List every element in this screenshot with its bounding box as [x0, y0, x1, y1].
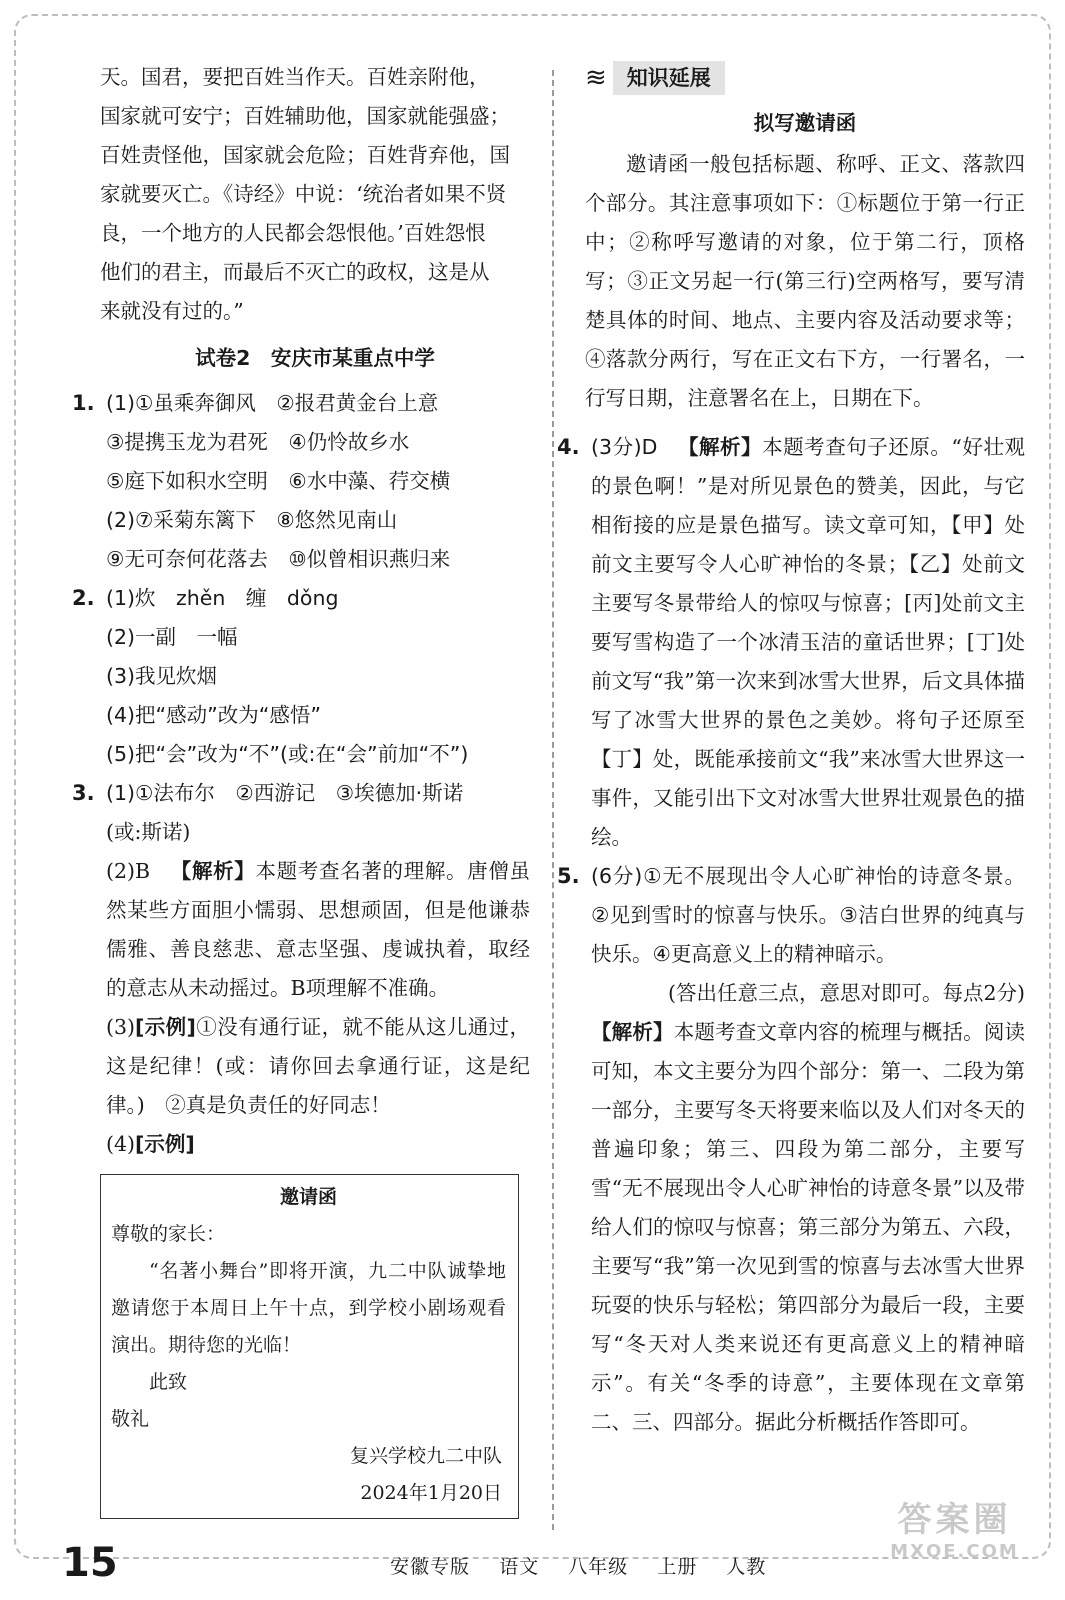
footer-info: [390, 1552, 788, 1579]
footer-term: 上册: [657, 1556, 698, 1578]
knowledge-header: [585, 58, 1025, 98]
example-tag: [示例]: [135, 1015, 196, 1039]
example-text: ①没有通行证，就不能从这儿通过，这是纪律！(或：请你回去拿通行证，这是纪律。) ②真是负责任的好同志！: [106, 1015, 531, 1117]
continued-passage: [100, 58, 530, 331]
passage-line: 来就没有过的。”: [100, 299, 244, 323]
answer-prefix: (4): [106, 1132, 136, 1156]
answer-prefix: (3分)D: [591, 435, 658, 459]
invitation-closing: 此致: [149, 1371, 188, 1393]
question-number: 4.: [557, 435, 580, 459]
page-number: 15: [62, 1540, 118, 1586]
watermark-url: MXQE.COM: [890, 1541, 1019, 1562]
answer-line: (1)①虽乘奔御风 ②报君黄金台上意: [106, 391, 439, 415]
watermark-logo: [872, 1498, 1037, 1572]
answer-line: (5)把“会”改为“不”(或:在“会”前加“不”): [106, 742, 469, 766]
example-tag: [示例]: [135, 1132, 195, 1156]
answer-line: ③提携玉龙为君死 ④仍怜故乡水: [106, 430, 410, 454]
watermark-text: 答案圈: [897, 1500, 1012, 1540]
invitation-box: [100, 1174, 519, 1519]
right-column: [557, 58, 1026, 1442]
answer-line: (2)一副 一幅: [106, 625, 238, 649]
answer-paragraph: [106, 852, 530, 1008]
question-number: 2.: [72, 586, 95, 610]
analysis-tag: 【解析】: [170, 859, 256, 883]
invitation-date: 2024年1月20日: [360, 1482, 502, 1504]
column-divider: [552, 70, 554, 1530]
answer-paragraph: [106, 1125, 530, 1164]
answer-line: ⑨无可奈何花落去 ⑩似曾相识燕归来: [106, 547, 451, 571]
passage-line: 国家就可安宁；百姓辅助他，国家就能强盛；: [100, 104, 510, 128]
passage-line: 他们的君主，而最后不灭亡的政权，这是从: [100, 260, 490, 284]
answer-paragraph: (6分)①无不展现出令人心旷神怡的诗意冬景。②见到雪时的惊喜与快乐。③洁白世界的纯真与快乐。④更高意义上的精神暗示。: [591, 864, 1025, 966]
invitation-closing: 敬礼: [111, 1408, 150, 1430]
question-3: [72, 774, 531, 1164]
knowledge-subtitle: 拟写邀请函: [753, 111, 857, 135]
analysis-paragraph: [591, 1013, 1025, 1442]
knowledge-title: 知识延展: [613, 61, 725, 95]
question-number: 5.: [557, 864, 580, 888]
analysis-text: 本题考查文章内容的梳理与概括。阅读可知，本文主要分为四个部分：第一、二段为第一部分，主要写冬天将要来临以及人们对冬天的普遍印象；第三、四段为第二部分，主要写雪“无不展现出令人心旷神怡的诗意冬景”以及带给人们的惊叹与惊喜；第三部分为第五、六段，主要写“我”第一次见到雪的惊喜与去冰雪大世界玩耍的快乐与轻松；第四部分为最后一段，主要写“冬天对人类来说还有更高意义上的精神暗示”。有关“冬季的诗意”，主要体现在文章第二、三、四部分。据此分析概括作答即可。: [591, 1020, 1026, 1434]
footer-grade: 八年级: [568, 1556, 629, 1578]
invitation-title: 邀请函: [279, 1186, 337, 1208]
question-1: [72, 384, 530, 579]
section-title: 试卷2 安庆市某重点中学: [195, 346, 435, 370]
answer-paragraph: [591, 428, 1025, 857]
invitation-body: “名著小舞台”即将开演，九二中队诚挚地邀请您于本周日上午十点，到学校小剧场观看演出。期待您的光临！: [111, 1260, 506, 1356]
question-2: [72, 579, 530, 774]
analysis-tag: 【解析】: [677, 435, 763, 459]
analysis-text: 本题考查句子还原。“好壮观的景色啊！”是对所见景色的赞美，因此，与它相衔接的应是景色描写。读文章可知，【甲】处前文主要写令人心旷神怡的冬景；【乙】处前文主要写冬景带给人的惊叹与惊喜；[丙]处前文主要写雪构造了一个冰清玉洁的童话世界；[丁]处前文写“我”第一次来到冰雪大世界，后文具体描写了冰雪大世界的景色之美妙。将句子还原至【丁】处，既能承接前文“我”来冰雪大世界这一事件，又能引出下文对冰雪大世界壮观景色的描绘。: [591, 435, 1026, 849]
footer-subject: 语文: [499, 1556, 540, 1578]
invitation-signature: 复兴学校九二中队: [349, 1445, 502, 1467]
answer-line: (4)把“感动”改为“感悟”: [106, 703, 322, 727]
question-4: [557, 428, 1026, 857]
answer-prefix: (3): [106, 1015, 136, 1039]
analysis-text: 本题考查名著的理解。唐僧虽然某些方面胆小懦弱、思想顽固，但是他谦恭儒雅、善良慈悲、意志坚强、虔诚执着，取经的意志从未动摇过。B项理解不准确。: [106, 859, 531, 1000]
left-column: [72, 58, 531, 1519]
question-number: 3.: [72, 781, 95, 805]
passage-line: 百姓责怪他，国家就会危险；百姓背弃他，国: [100, 143, 510, 167]
answer-line: (2)⑦采菊东篱下 ⑧悠然见南山: [106, 508, 398, 532]
footer-edition: 安徽专版: [390, 1556, 471, 1578]
answer-line: (或:斯诺): [106, 820, 191, 844]
knowledge-text: 邀请函一般包括标题、称呼、正文、落款四个部分。其注意事项如下：①标题位于第一行正中；②称呼写邀请的对象，位于第二行，顶格写；③正文另起一行(第三行)空两格写，要写清楚具体的时间、地点、主要内容及活动要求等；④落款分两行，写在正文右下方，一行署名，一行写日期，注意署名在上，日期在下。: [585, 152, 1025, 410]
passage-line: 家就要灭亡。《诗经》中说：‘统治者如果不贤: [100, 182, 507, 206]
analysis-tag: 【解析】: [591, 1020, 674, 1044]
footer-publisher: 人教: [726, 1556, 767, 1578]
passage-line: 天。国君，要把百姓当作天。百姓亲附他，: [100, 65, 490, 89]
answer-prefix: (2)B: [106, 859, 151, 883]
scoring-note: (答出任意三点，意思对即可。每点2分): [667, 981, 1025, 1005]
answer-line: (1)①法布尔 ②西游记 ③埃德加·斯诺: [106, 781, 464, 805]
answer-paragraph: [106, 1008, 530, 1125]
invitation-salutation: 尊敬的家长：: [111, 1223, 226, 1245]
wave-lines-icon: ≋: [585, 62, 607, 93]
answer-line: ⑤庭下如积水空明 ⑥水中藻、荇交横: [106, 469, 451, 493]
passage-line: 良，一个地方的人民都会怨恨他。’百姓怨恨: [100, 221, 486, 245]
answer-line: (1)炊 zhěn 缠 dǒng: [106, 586, 339, 610]
question-5: [557, 857, 1026, 1442]
question-number: 1.: [72, 391, 95, 415]
answer-line: (3)我见炊烟: [106, 664, 218, 688]
